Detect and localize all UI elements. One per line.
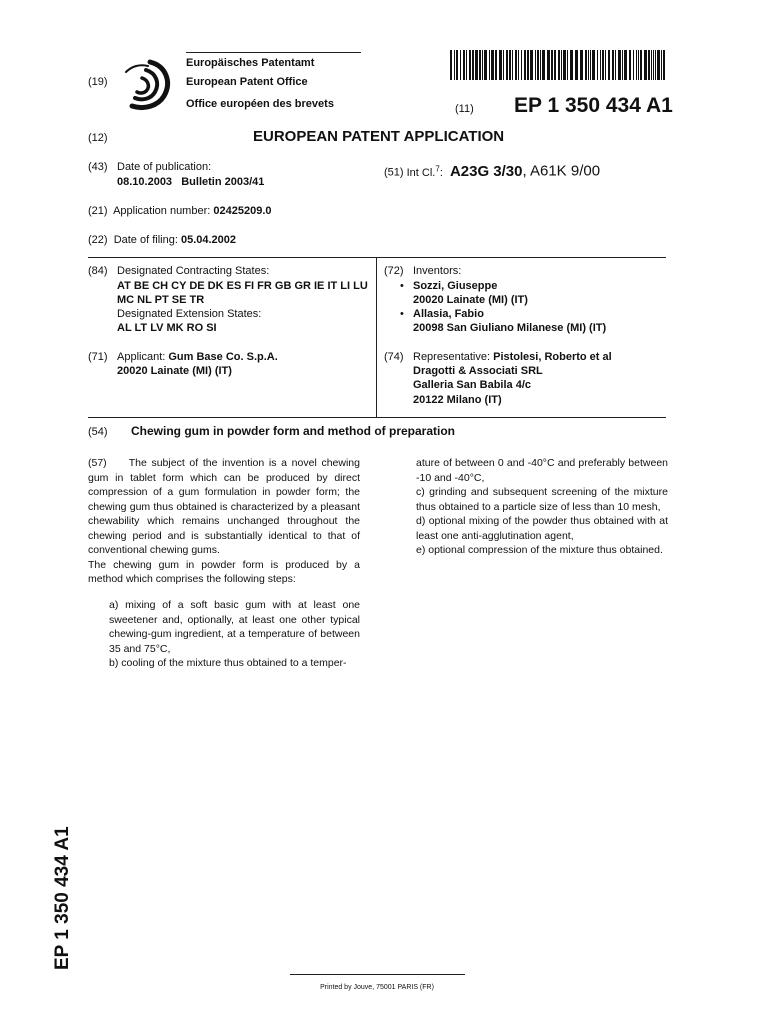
abstract-intro <box>88 456 360 558</box>
step-a: a) mixing of a soft basic gum with at least one sweetener and, optionally, at least one other typical chewing-gum ingredient, at a temperature of between 35 and 75°C, <box>109 599 360 655</box>
applicant-name: Gum Base Co. S.p.A. <box>168 351 278 363</box>
barcode-bar <box>551 50 553 80</box>
barcode-bar <box>640 50 642 80</box>
barcode-bar <box>663 50 665 80</box>
barcode-bar <box>466 50 467 80</box>
barcode-bar <box>489 50 490 80</box>
barcode-bar <box>629 50 631 80</box>
printer-credit: Printed by Jouve, 75001 PARIS (FR) <box>320 984 434 991</box>
pub-date-value: 08.10.2003 Bulletin 2003/41 <box>117 176 265 188</box>
barcode-bar <box>512 50 513 80</box>
representative-address-line: Dragotti & Associati SRL <box>413 365 543 377</box>
pub-date-label: Date of publication: <box>117 161 212 173</box>
publication-number: EP 1 350 434 A1 <box>514 94 673 117</box>
barcode-bar <box>509 50 511 80</box>
barcode-bar <box>657 50 660 80</box>
inventor-address: 20098 San Giuliano Milanese (MI) (IT) <box>413 322 607 334</box>
barcode-bar <box>661 50 662 80</box>
application-code: (21) <box>88 205 108 217</box>
barcode-bar <box>563 50 566 80</box>
filing-label: Date of filing: <box>113 234 178 246</box>
barcode-bar <box>499 50 502 80</box>
office-name-fr: Office européen des brevets <box>186 98 334 110</box>
barcode-bar <box>624 50 627 80</box>
abstract-left-column <box>88 456 360 587</box>
footer-rule <box>290 974 465 975</box>
barcode-bar <box>561 50 562 80</box>
doc-type-title: EUROPEAN PATENT APPLICATION <box>253 128 505 145</box>
barcode-bar <box>535 50 536 80</box>
application-number-label <box>88 204 272 218</box>
barcode-bar <box>537 50 539 80</box>
barcode-bar <box>580 50 583 80</box>
designated-label: Designated Contracting States: <box>117 265 270 277</box>
barcode-bar <box>636 50 637 80</box>
box-top-rule <box>88 257 666 258</box>
office-number: (19) <box>88 76 108 88</box>
barcode-bar <box>530 50 533 80</box>
step-d: d) optional mixing of the powder thus obtained with at least one anti-agglutination agent, <box>416 515 668 542</box>
barcode-bar <box>570 50 573 80</box>
representative-name: Pistolesi, Roberto et al <box>493 351 612 363</box>
inventor-name: Allasia, Fabio <box>413 308 484 320</box>
title-number: (54) <box>88 426 108 438</box>
barcode-bar <box>479 50 481 80</box>
inventors-number: (72) <box>384 265 404 277</box>
barcode-bar <box>491 50 494 80</box>
barcode-bar <box>567 50 568 80</box>
step-c: c) grinding and subsequent screening of the mixture thus obtained to a particle size of less than 10 mesh, <box>416 486 668 513</box>
barcode-bar <box>600 50 601 80</box>
invention-title: Chewing gum in powder form and method of preparation <box>131 424 455 438</box>
representative-label: Representative: <box>413 351 491 363</box>
barcode-bar <box>602 50 604 80</box>
side-publication-number: EP 1 350 434 A1 <box>52 826 73 970</box>
int-cl-edition: 7 <box>435 164 440 173</box>
step-b: b) cooling of the mixture thus obtained to a temper- <box>109 657 347 669</box>
application-label: Application number: <box>113 205 211 217</box>
barcode-bar <box>612 50 614 80</box>
application-value: 02425209.0 <box>213 205 272 217</box>
step-e: e) optional compression of the mixture thus obtained. <box>416 544 663 556</box>
inventors-label: Inventors: <box>413 265 462 277</box>
inventor-entry <box>400 307 660 335</box>
barcode-bar <box>597 50 598 80</box>
barcode-bar <box>575 50 578 80</box>
barcode-bar <box>585 50 587 80</box>
representative-number: (74) <box>384 351 404 363</box>
barcode-bar <box>554 50 556 80</box>
doc-type-number: (12) <box>88 132 108 144</box>
barcode-bar <box>590 50 591 80</box>
applicant-line <box>117 350 278 364</box>
barcode-bar <box>651 50 652 80</box>
barcode-bar <box>608 50 610 80</box>
barcode-bar <box>542 50 545 80</box>
barcode-bar <box>456 50 458 80</box>
epo-logo-icon <box>120 52 176 112</box>
barcode-bar <box>472 50 474 80</box>
filing-value: 05.04.2002 <box>180 234 237 246</box>
inventor-entry <box>400 279 660 307</box>
barcode-bar <box>644 50 647 80</box>
extension-states: AL LT LV MK RO SI <box>117 322 217 334</box>
barcode-bar <box>618 50 621 80</box>
int-cl-label: Int Cl.$^7$: <box>406 164 443 179</box>
inventor-address: 20020 Lainate (MI) (IT) <box>413 294 528 306</box>
designated-number: (84) <box>88 265 108 277</box>
representative-line <box>413 350 612 364</box>
bullet-icon: • <box>400 280 404 292</box>
box-bottom-rule <box>88 417 666 418</box>
barcode-bar <box>558 50 560 80</box>
designated-states-line2: MC NL PT SE TR <box>117 294 205 306</box>
barcode-bar <box>540 50 541 80</box>
barcode-bar <box>524 50 526 80</box>
abstract-method: The chewing gum in powder form is produced by a method which comprises the following steps: <box>88 558 360 585</box>
bullet-icon: • <box>400 308 404 320</box>
int-cl-number: (51) <box>384 166 404 179</box>
barcode-bar <box>638 50 639 80</box>
int-cl-rest: , A61K 9/00 <box>522 162 601 180</box>
barcode-bar <box>463 50 465 80</box>
filing-code: (22) <box>88 234 108 246</box>
publication-number-label: (11) <box>455 103 474 115</box>
barcode-bar <box>527 50 529 80</box>
barcode <box>450 50 666 80</box>
abstract-intro-text: The subject of the invention is a novel chewing gum in tablet form which can be produced by direct compression of a gum formulation in powder form; the chewing gum thus obtained is characterized by a pleasant chewability which remains unchanged throughout the chewing period and is substantially identical to that of conventional chewing gums. <box>88 457 360 556</box>
barcode-bar <box>653 50 654 80</box>
applicant-label: Applicant: <box>117 351 166 363</box>
barcode-bar <box>518 50 519 80</box>
barcode-bar <box>633 50 634 80</box>
barcode-bar <box>503 50 504 80</box>
barcode-bar <box>454 50 455 80</box>
office-top-rule <box>186 52 361 53</box>
abstract-steps-left <box>109 598 360 671</box>
barcode-bar <box>506 50 508 80</box>
barcode-bar <box>469 50 471 80</box>
barcode-bar <box>495 50 497 80</box>
office-name-en: European Patent Office <box>186 76 308 88</box>
barcode-bar <box>655 50 656 80</box>
int-cl-main: A23G 3/30 <box>449 162 523 180</box>
extension-label: Designated Extension States: <box>117 308 262 320</box>
barcode-bar <box>475 50 478 80</box>
int-cl <box>384 160 600 182</box>
barcode-bar <box>450 50 452 80</box>
barcode-bar <box>521 50 522 80</box>
inventor-name: Sozzi, Giuseppe <box>413 280 498 292</box>
representative-address-line: Galleria San Babila 4/c <box>413 379 532 391</box>
barcode-bar <box>484 50 487 80</box>
applicant-number: (71) <box>88 351 108 363</box>
barcode-bar <box>547 50 550 80</box>
barcode-bar <box>615 50 616 80</box>
barcode-bar <box>482 50 483 80</box>
abstract-number: (57) <box>88 457 107 469</box>
barcode-bar <box>460 50 461 80</box>
barcode-bar <box>515 50 517 80</box>
barcode-bar <box>605 50 606 80</box>
box-divider <box>376 257 377 417</box>
barcode-bar <box>592 50 595 80</box>
step-b-continued: ature of between 0 and -40°C and preferably between -10 and -40°C, <box>416 457 668 484</box>
barcode-bar <box>648 50 650 80</box>
filing-date <box>88 233 236 247</box>
barcode-bar <box>588 50 589 80</box>
abstract-right-column <box>416 456 668 558</box>
office-name-de: Europäisches Patentamt <box>186 57 315 69</box>
designated-states-line1: AT BE CH CY DE DK ES FI FR GB GR IE IT LI LU <box>117 280 368 292</box>
applicant-address: 20020 Lainate (MI) (IT) <box>117 365 232 377</box>
pub-date-number: (43) <box>88 161 108 173</box>
representative-address-line: 20122 Milano (IT) <box>413 394 502 406</box>
barcode-bar <box>622 50 623 80</box>
